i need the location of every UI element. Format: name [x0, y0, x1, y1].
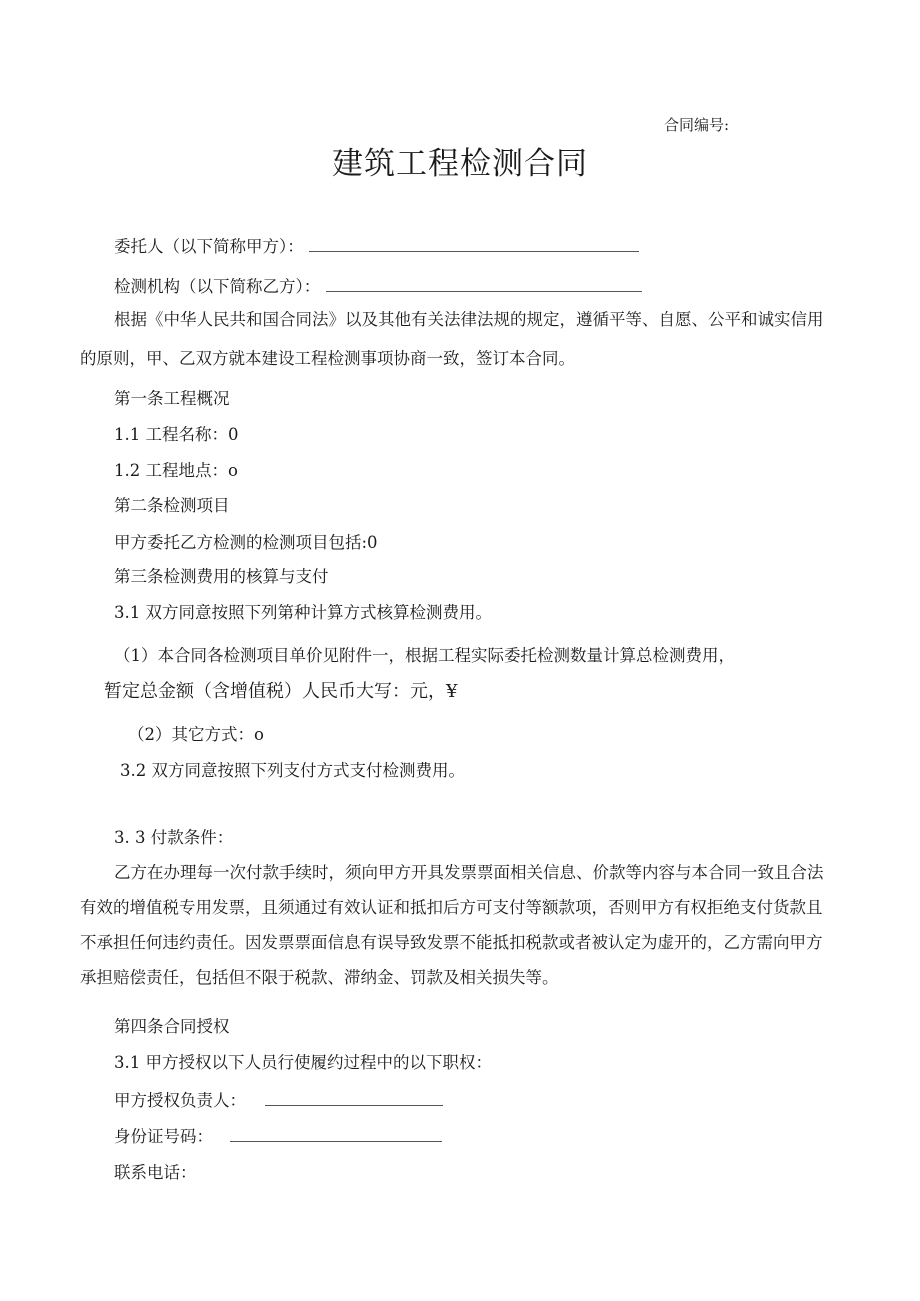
agency-line [114, 276, 642, 298]
article3-item2: 3.2 双方同意按照下列支付方式支付检测费用。 [120, 761, 465, 780]
id-number-line [114, 1126, 442, 1148]
article4-item1: 3.1 甲方授权以下人员行使履约过程中的以下职权： [114, 1053, 492, 1072]
agency-label: 检测机构（以下简称乙方）： [114, 277, 321, 296]
client-label: 委托人（以下简称甲方）： [114, 237, 304, 256]
article1-item2: 1.2 工程地点：o [114, 461, 238, 480]
payment-clause-cont [80, 893, 823, 993]
article3-option2: （2）其它方式：o [128, 725, 264, 744]
document-title: 建筑工程检测合同 [332, 146, 588, 182]
preamble-line: 的原则，甲、乙双方就本建设工程检测事项协商一致，签订本合同。 [80, 349, 575, 368]
article3-item3: 3. 3 付款条件： [114, 828, 234, 847]
preamble-cont [80, 344, 575, 374]
payment-clause [114, 858, 824, 888]
article3-heading: 第三条检测费用的核算与支付 [114, 567, 329, 586]
article2-heading: 第二条检测项目 [114, 496, 230, 515]
client-blank[interactable] [309, 237, 639, 252]
payment-clause-line: 有效的增值税专用发票，且须通过有效认证和抵扣后方可支付等额款项，否则甲方有权拒绝支付货款且 [80, 898, 823, 917]
id-number-label: 身份证号码： [114, 1127, 213, 1146]
phone-label: 联系电话： [114, 1163, 197, 1182]
payment-clause-line: 乙方在办理每一次付款手续时，须向甲方开具发票票面相关信息、价款等内容与本合同一致且合法 [114, 863, 824, 882]
preamble [114, 305, 824, 335]
article4-heading: 第四条合同授权 [114, 1017, 230, 1036]
preamble-line: 根据《中华人民共和国合同法》以及其他有关法律法规的规定，遵循平等、自愿、公平和诚实信用 [114, 310, 824, 329]
contract-number-label: 合同编号: [664, 116, 730, 134]
article3-option1: （1）本合同各检测项目单价见附件一，根据工程实际委托检测数量计算总检测费用， [114, 646, 735, 665]
representative-blank[interactable] [265, 1091, 443, 1106]
article2-item1: 甲方委托乙方检测的检测项目包括:0 [114, 533, 378, 552]
agency-blank[interactable] [326, 277, 642, 292]
article1-item1: 1.1 工程名称：0 [114, 425, 239, 444]
article1-heading: 第一条工程概况 [114, 389, 230, 408]
article3-option1-amount: 暂定总金额（含增值税）人民币大写：元，¥ [104, 681, 458, 702]
client-line [114, 236, 639, 258]
article3-item1: 3.1 双方同意按照下列第种计算方式核算检测费用。 [114, 603, 492, 622]
representative-label: 甲方授权负责人： [114, 1091, 246, 1110]
payment-clause-line: 不承担任何违约责任。因发票票面信息有误导致发票不能抵扣税款或者被认定为虚开的，乙方需向甲方 [80, 933, 823, 952]
id-number-blank[interactable] [230, 1127, 442, 1142]
representative-line [114, 1090, 443, 1112]
payment-clause-line: 承担赔偿责任，包括但不限于税款、滞纳金、罚款及相关损失等。 [80, 968, 559, 987]
